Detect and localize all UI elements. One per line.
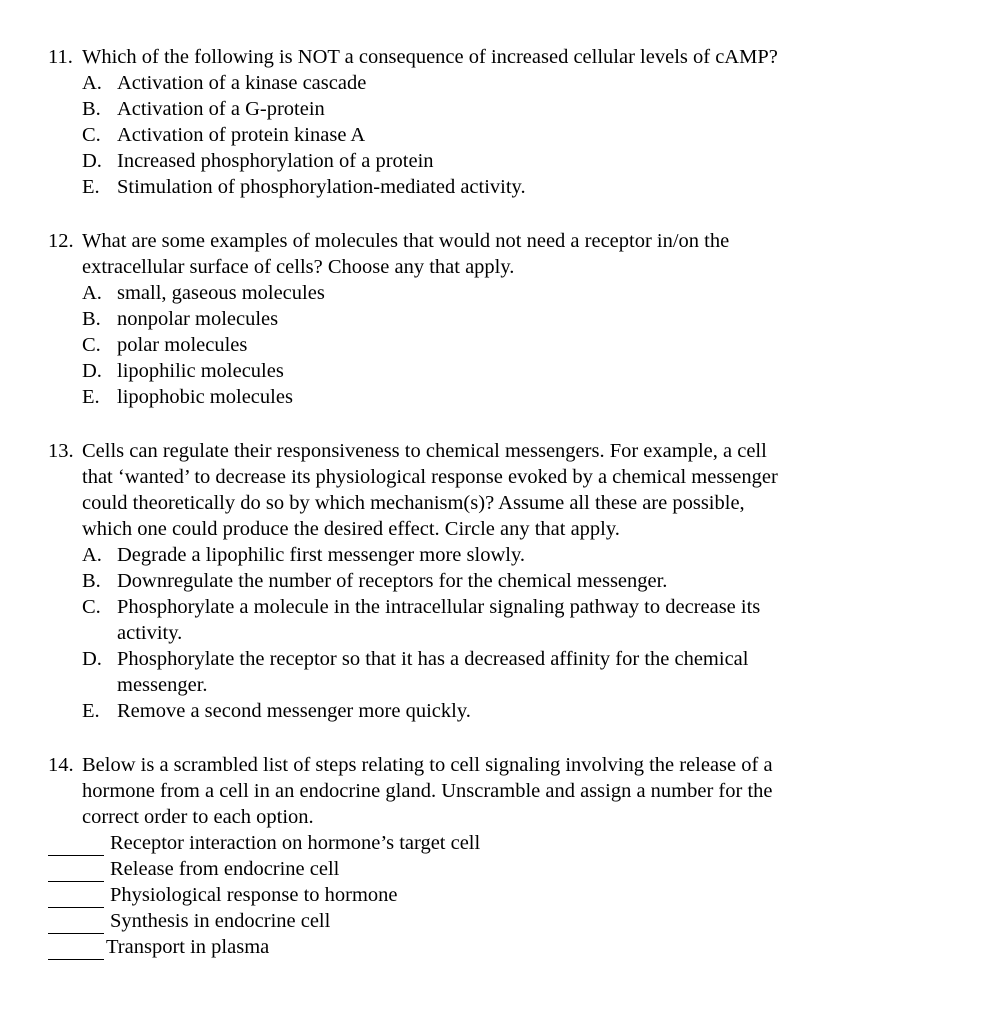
option-letter: A. (82, 282, 102, 304)
answer-blank[interactable] (48, 887, 104, 908)
option-d (48, 646, 948, 672)
option-text-continued: messenger. (117, 674, 208, 696)
option-text: Downregulate the number of receptors for the chemical messenger. (117, 570, 668, 592)
step-text: Physiological response to hormone (110, 884, 398, 906)
step-text: Transport in plasma (106, 936, 270, 958)
ordering-row (48, 830, 948, 856)
question-text-continued: correct order to each option. (82, 806, 314, 828)
option-text: Activation of a G-protein (117, 98, 325, 120)
option-c (48, 122, 948, 148)
question-text: Below is a scrambled list of steps relating to cell signaling involving the release of a (82, 754, 773, 776)
option-e (48, 698, 948, 724)
option-text: small, gaseous molecules (117, 282, 325, 304)
question-number: 11. (48, 46, 73, 68)
ordering-row (48, 908, 948, 934)
option-letter: E. (82, 700, 100, 722)
option-text: nonpolar molecules (117, 308, 279, 330)
option-c (48, 594, 948, 620)
option-a (48, 280, 948, 306)
answer-blank[interactable] (48, 835, 104, 856)
option-d (48, 358, 948, 384)
option-letter: B. (82, 308, 101, 330)
option-letter: E. (82, 176, 100, 198)
answer-blank[interactable] (48, 861, 104, 882)
question-text-continued: that ‘wanted’ to decrease its physiological response evoked by a chemical messenger (82, 466, 778, 488)
option-letter: C. (82, 596, 101, 618)
option-text: Remove a second messenger more quickly. (117, 700, 471, 722)
question-12 (48, 228, 948, 410)
ordering-row (48, 934, 948, 960)
option-b (48, 96, 948, 122)
answer-blank[interactable] (48, 939, 104, 960)
ordering-row (48, 882, 948, 908)
option-letter: C. (82, 334, 101, 356)
question-11 (48, 44, 948, 200)
question-14 (48, 752, 948, 960)
step-text: Receptor interaction on hormone’s target cell (110, 832, 481, 854)
option-b (48, 306, 948, 332)
question-number: 12. (48, 230, 74, 252)
question-number: 14. (48, 754, 74, 776)
option-text: lipophobic molecules (117, 386, 293, 408)
question-number: 13. (48, 440, 74, 462)
question-text: What are some examples of molecules that would not need a receptor in/on the (82, 230, 730, 252)
option-letter: D. (82, 150, 102, 172)
option-a (48, 70, 948, 96)
step-text: Release from endocrine cell (110, 858, 340, 880)
option-text: polar molecules (117, 334, 248, 356)
answer-blank[interactable] (48, 913, 104, 934)
ordering-row (48, 856, 948, 882)
option-c (48, 332, 948, 358)
question-text: Which of the following is NOT a consequence of increased cellular levels of cAMP? (82, 46, 778, 68)
option-letter: C. (82, 124, 101, 146)
option-a (48, 542, 948, 568)
question-text: Cells can regulate their responsiveness to chemical messengers. For example, a cell (82, 440, 767, 462)
option-text: lipophilic molecules (117, 360, 284, 382)
option-text: Increased phosphorylation of a protein (117, 150, 434, 172)
option-letter: E. (82, 386, 100, 408)
option-b (48, 568, 948, 594)
option-e (48, 384, 948, 410)
option-e (48, 174, 948, 200)
option-text: Activation of protein kinase A (117, 124, 366, 146)
option-text-continued: activity. (117, 622, 183, 644)
question-text-continued: which one could produce the desired effect. Circle any that apply. (82, 518, 620, 540)
question-text-continued: extracellular surface of cells? Choose any that apply. (82, 256, 515, 278)
option-d (48, 148, 948, 174)
option-text: Phosphorylate a molecule in the intracellular signaling pathway to decrease its (117, 596, 761, 618)
question-13 (48, 438, 948, 724)
question-text-continued: could theoretically do so by which mechanism(s)? Assume all these are possible, (82, 492, 745, 514)
option-letter: A. (82, 544, 102, 566)
question-text-continued: hormone from a cell in an endocrine gland. Unscramble and assign a number for the (82, 780, 773, 802)
option-text: Activation of a kinase cascade (117, 72, 367, 94)
option-letter: D. (82, 360, 102, 382)
option-text: Degrade a lipophilic first messenger more slowly. (117, 544, 525, 566)
option-letter: B. (82, 98, 101, 120)
option-text: Stimulation of phosphorylation-mediated activity. (117, 176, 526, 198)
option-letter: A. (82, 72, 102, 94)
step-text: Synthesis in endocrine cell (110, 910, 331, 932)
option-text: Phosphorylate the receptor so that it has a decreased affinity for the chemical (117, 648, 749, 670)
option-letter: B. (82, 570, 101, 592)
option-letter: D. (82, 648, 102, 670)
